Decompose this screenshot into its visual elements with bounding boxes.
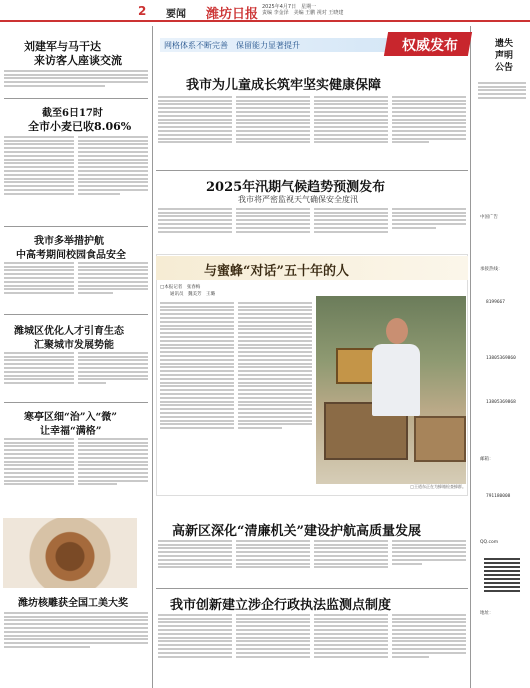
ad-phone: 8199667 [486,300,505,305]
ad-label: 中国广告 [480,215,498,220]
masthead [0,0,530,22]
ad-mail-label: 邮箱： [480,457,494,462]
divider [156,588,468,589]
divider [4,98,148,99]
column-divider [152,26,153,688]
ad-phone: 13805369860 [486,356,516,361]
body-text [160,300,234,492]
headline-wheat: 截至6日17时 [42,108,103,119]
headline-hanting-2: 让幸福“满格” [40,426,102,437]
ad-notice-text [478,80,526,114]
body-text [236,94,310,168]
body-text [4,260,74,312]
byline-1: □本报记者 张春梅 [160,285,201,290]
headline-flood-forecast: 2025年汛期气候趋势预测发布 [206,180,386,195]
body-text [392,94,466,168]
headline-law-monitor: 我市创新建立涉企行政执法监测点制度 [170,598,392,613]
qr-code-icon [484,556,520,592]
ad-address-label: 地址： [480,611,494,616]
column-divider [470,26,471,688]
issue-date: 2025年4月7日 星期一 [262,4,317,10]
headline-weicheng: 潍城区优化人才引育生态 [14,326,124,337]
body-text [4,350,74,402]
authority-banner [160,32,468,56]
body-text [158,538,232,584]
headline-weicheng-2: 汇聚城市发展势能 [34,340,114,351]
banner-subtitle: 网格体系不断完善 保留能力显著提升 [164,41,300,50]
headline-child-health: 我市为儿童成长筑牢坚实健康保障 [186,78,382,93]
body-text [392,612,466,684]
ad-contact-label: 承接热线： [480,267,503,272]
headline-liu-2: 来访客人座谈交流 [34,54,122,67]
photo-caption: □王道东正在为蜂箱检查蜂群。 [410,484,466,489]
ad-heading-line: 声明 [494,51,513,61]
body-text [4,610,148,666]
body-text [158,94,232,168]
headline-food: 我市多举措护航 [34,236,104,247]
body-text [4,68,148,96]
byline-2: 通讯员 魏美芳 王璐 [170,292,215,297]
body-text [314,538,388,584]
section-name: 要闻 [166,9,186,20]
headline-liu: 刘建军与马干达 [24,40,101,53]
body-text [78,436,148,510]
ad-phone: 13805369868 [486,400,516,405]
photo-beekeeper [316,296,466,484]
ad-qq-number: 791180008 [486,494,511,499]
body-text [158,612,232,684]
body-text [78,260,148,312]
beehive [414,416,466,462]
divider [4,402,148,403]
editor-credits: 责编 李金泽 美编 王鹏 视对 王晓建 [262,10,344,16]
body-text [314,612,388,684]
body-text [4,436,74,510]
body-text [78,350,148,402]
photo-carving [3,518,137,588]
headline-bee-keeper: 与蜜蜂“对话”五十年的人 [204,264,349,279]
body-text [314,94,388,168]
ad-heading-line: 遗失 [494,39,513,49]
body-text [78,134,148,224]
beekeeper-head [386,318,408,344]
body-text [158,206,232,250]
headline-award: 潍坊核雕获全国工美大奖 [18,598,128,609]
ad-heading [484,38,524,74]
issue-meta [262,4,372,16]
headline-hanting: 寒亭区细“治”入“微” [24,412,118,423]
beekeeper-figure [372,344,420,416]
divider [156,170,468,171]
body-text [238,300,312,492]
headline-hitech-clean: 高新区深化“清廉机关”建设护航高质量发展 [172,524,421,539]
divider [4,314,148,315]
body-text [392,206,466,250]
subhead-flood: 我市将严密监视天气确保安全度汛 [238,195,358,204]
ad-heading-line: 公告 [494,63,513,73]
ad-qq-label: QQ.com [480,540,499,545]
body-text [236,206,310,250]
banner-label: 权威发布 [402,38,458,54]
body-text [4,134,74,224]
body-text [314,206,388,250]
page-number: 2 [138,4,147,18]
headline-wheat-2: 全市小麦已收8.06% [28,120,132,133]
body-text [392,538,466,584]
body-text [236,612,310,684]
divider [4,226,148,227]
body-text [236,538,310,584]
newspaper-logo: 潍坊日报 [206,7,259,22]
headline-food-2: 中高考期间校园食品安全 [16,250,126,261]
